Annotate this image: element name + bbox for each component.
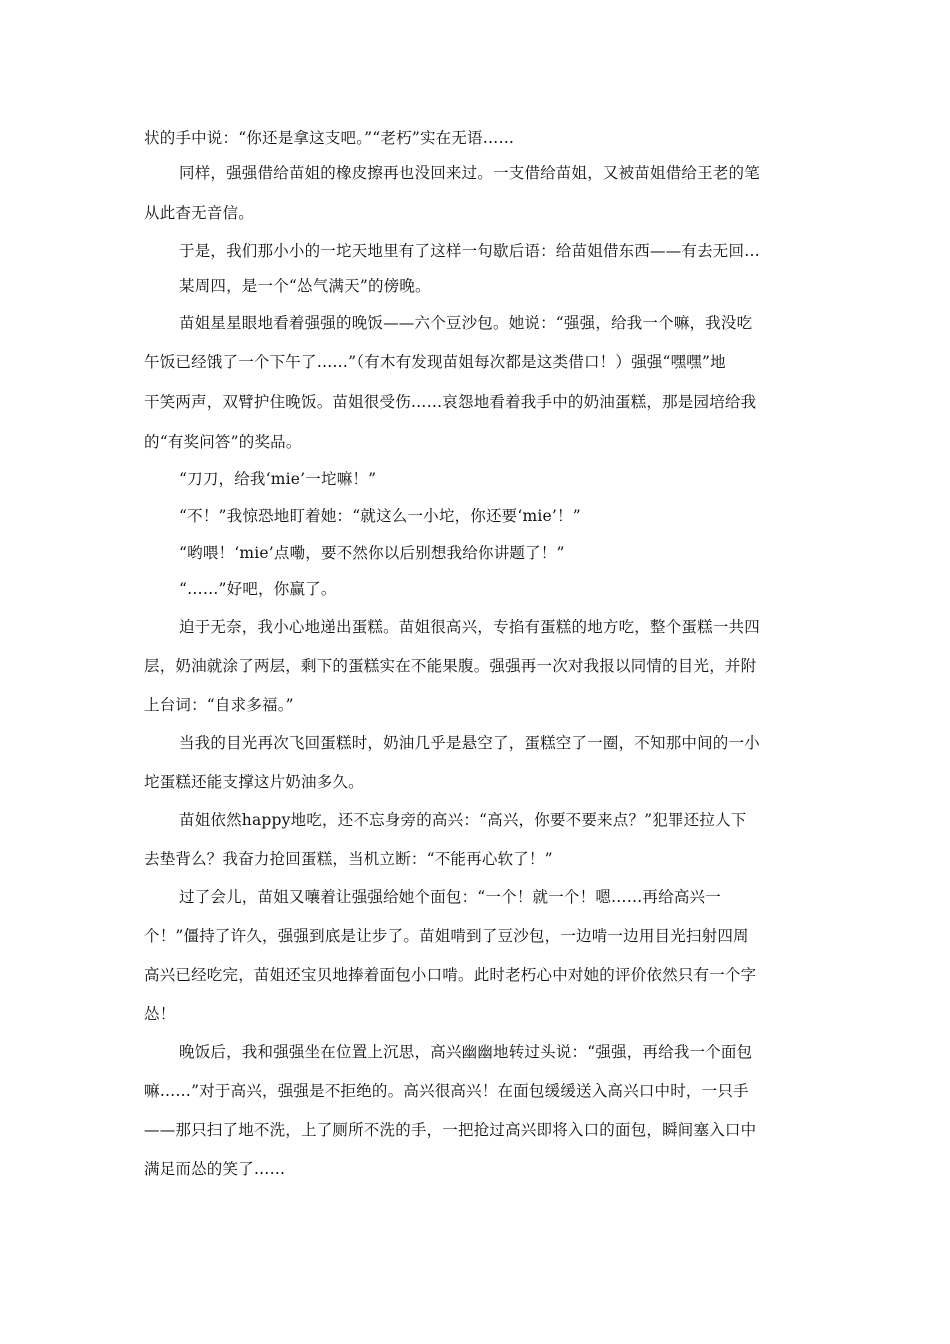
paragraph-line: 同样，强强借给苗姐的橡皮擦再也没回来过。一支借给苗姐，又被苗姐借给王老的笔	[179, 164, 760, 182]
paragraph-line: 晚饭后，我和强强坐在位置上沉思，高兴幽幽地转过头说：“强强，再给我一个面包	[179, 1043, 753, 1061]
paragraph-line: “哟喂！‘mie’点嘞，要不然你以后别想我给你讲题了！”	[179, 544, 565, 562]
text-line: 午饭已经饿了一个下午了……”（有木有发现苗姐每次都是这类借口！）强强“嘿嘿”地	[144, 353, 726, 371]
text-line: 怂！	[144, 1005, 176, 1023]
paragraph-line: 迫于无奈，我小心地递出蛋糕。苗姐很高兴，专掐有蛋糕的地方吃，整个蛋糕一共四	[179, 618, 760, 636]
paragraph-line: “……”好吧，你赢了。	[179, 580, 337, 598]
paragraph-line: 于是，我们那小小的一坨天地里有了这样一句歇后语：给苗姐借东西——有去无回…	[179, 242, 760, 260]
text-line: 满足而怂的笑了……	[144, 1160, 286, 1178]
text-line: 个！”僵持了许久，强强到底是让步了。苗姐啃到了豆沙包，一边啃一边用目光扫射四周	[144, 927, 749, 945]
text-line: 去垫背么？我奋力抢回蛋糕，当机立断：“不能再心软了！”	[144, 850, 553, 868]
paragraph-line: 某周四，是一个“怂气满天”的傍晚。	[179, 277, 431, 295]
text-line: 从此杳无音信。	[144, 204, 254, 222]
paragraph-line: “刀刀，给我‘mie’一坨嘛！”	[179, 470, 377, 488]
text-line: 状的手中说：“你还是拿这支吧。”“老朽”实在无语……	[144, 129, 515, 147]
text-line: 坨蛋糕还能支撑这片奶油多久。	[144, 773, 364, 791]
paragraph-line: 苗姐星星眼地看着强强的晚饭——六个豆沙包。她说：“强强，给我一个嘛，我没吃	[179, 314, 753, 332]
paragraph-line: 当我的目光再次飞回蛋糕时，奶油几乎是悬空了，蛋糕空了一圈，不知那中间的一小	[179, 734, 760, 752]
text-line: 上台词：“自求多福。”	[144, 696, 294, 714]
text-line: ——那只扫了地不洗，上了厕所不洗的手，一把抢过高兴即将入口的面包，瞬间塞入口中	[144, 1121, 757, 1139]
text-line: 嘛……”对于高兴，强强是不拒绝的。高兴很高兴！在面包缓缓送入高兴口中时，一只手	[144, 1082, 749, 1100]
paragraph-line: “不！”我惊恐地盯着她：“就这么一小坨，你还要‘mie’！”	[179, 507, 581, 525]
text-line: 高兴已经吃完，苗姐还宝贝地捧着面包小口啃。此时老朽心中对她的评价依然只有一个字	[144, 966, 757, 984]
text-line: 干笑两声，双臂护住晚饭。苗姐很受伤……哀怨地看着我手中的奶油蛋糕，那是园培给我	[144, 393, 757, 411]
text-line: 的“有奖问答”的奖品。	[144, 433, 302, 451]
paragraph-line: 苗姐依然happy地吃，还不忘身旁的高兴：“高兴，你要不要来点？”犯罪还拉人下	[179, 811, 747, 829]
paragraph-line: 过了会儿，苗姐又嚷着让强强给她个面包：“一个！就一个！嗯……再给高兴一	[179, 888, 721, 906]
text-line: 层，奶油就涂了两层，剩下的蛋糕实在不能果腹。强强再一次对我报以同情的目光，并附	[144, 657, 757, 675]
